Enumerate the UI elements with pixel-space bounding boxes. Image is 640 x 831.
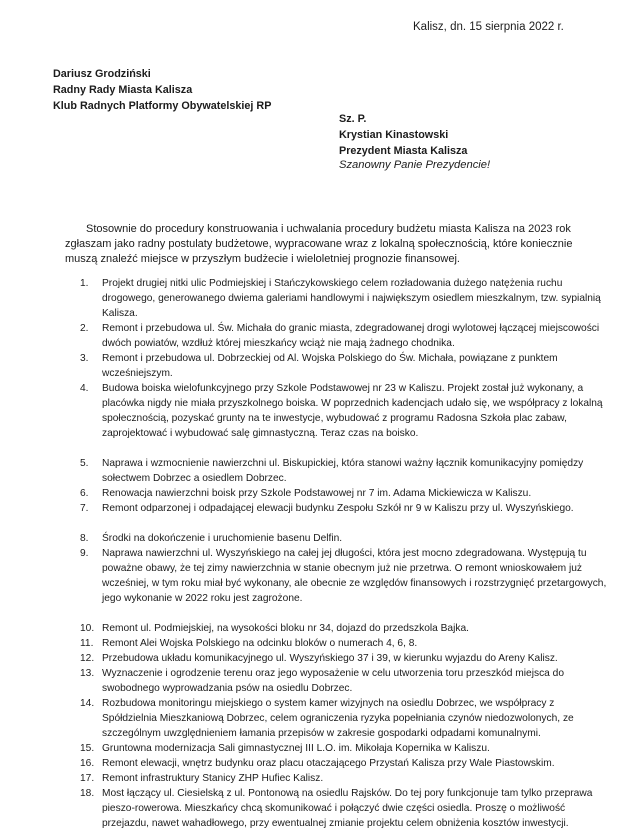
list-item-text: Przebudowa układu komunikacyjnego ul. Wyszyńskiego 37 i 39, w kierunku wyjazdu do Areny Kalisz. [102, 653, 558, 664]
list-item-number: 2. [80, 323, 89, 334]
list-item-text: Budowa boiska wielofunkcyjnego przy Szkole Podstawowej nr 23 w Kaliszu. Projekt został już wykonany, a placówka nigdy nie miała przyszkolnego boiska. W poprzednich kadencjach udało się, we współpracy z lokalną społecznością, pozyskać grunty na te inwestycje, wybudować z programu Radosna Szkoła plac zabaw, zaprojektować i wybudować salę gimnastyczną. Teraz czas na boisko. [102, 383, 603, 439]
list-item [80, 651, 612, 666]
list-item [80, 741, 612, 756]
list-item [80, 276, 612, 321]
list-item-text: Środki na dokończenie i uruchomienie basenu Delfin. [102, 533, 343, 544]
list-item [80, 756, 612, 771]
list-item [80, 621, 612, 636]
list-item-number: 11. [80, 638, 94, 649]
list-item-text: Renowacja nawierzchni boisk przy Szkole Podstawowej nr 7 im. Adama Mickiewicza w Kaliszu. [102, 488, 532, 499]
list-item-text: Naprawa i wzmocnienie nawierzchni ul. Biskupickiej, która stanowi ważny łącznik komunikacyjny pomiędzy sołectwem Dobrzec a osiedlem Dobrzec. [102, 458, 584, 484]
intro-paragraph: Stosownie do procedury konstruowania i uchwalania procedury budżetu miasta Kalisza na 2023 rok zgłaszam jako radny postulaty budżetowe, wypracowane wraz z lokalną społecznością, które koniecznie muszą znaleźć miejsce w przyszłym budżecie i wieloletniej prognozie finansowej. [65, 223, 573, 265]
list-item-text: Remont odparzonej i odpadającej elewacji budynku Zespołu Szkół nr 9 w Kaliszu przy ul. Wyszyńskiego. [102, 503, 574, 514]
list-item [80, 501, 612, 516]
recipient-title: Prezydent Miasta Kalisza [339, 145, 468, 157]
list-item-number: 12. [80, 653, 95, 664]
list-item [80, 636, 612, 651]
list-item-number: 3. [80, 353, 89, 364]
list-item-text: Wyznaczenie i ogrodzenie terenu oraz jego wyposażenie w celu utworzenia toru przeszkód miejsca do swobodnego wyprowadzania psów na osiedlu Dobrzec. [102, 668, 564, 694]
list-item-number: 8. [80, 533, 89, 544]
list-item [80, 351, 612, 381]
list-item-text: Remont infrastruktury Stanicy ZHP Hufiec Kalisz. [102, 773, 324, 784]
list-item-number: 9. [80, 548, 89, 559]
list-item-text: Naprawa nawierzchni ul. Wyszyńskiego na całej jej długości, która jest mocno zdegradowana. Występują tu poważne obawy, że tej zimy nawierzchnia w stanie obecnym już nie przetrwa. O remont wnioskowałem już wcześniej, w tym roku miał być wykonany, ale obecnie ze względów finansowych i rozstrzygnięć przetargowych, jego wykonanie w 2022 roku jest zagrożone. [102, 548, 607, 604]
letter-date: Kalisz, dn. 15 sierpnia 2022 r. [413, 21, 564, 33]
list-item [80, 321, 612, 351]
list-item [80, 381, 612, 441]
list-item [80, 486, 612, 501]
list-item [80, 771, 612, 786]
list-item [80, 696, 612, 741]
greeting: Szanowny Panie Prezydencie! [339, 159, 491, 171]
list-item-text: Rozbudowa monitoringu miejskiego o system kamer wizyjnych na osiedlu Dobrzec, we współpracy z Spółdzielnia Mieszkaniową Dobrzec, celem ograniczenia ryzyka popełniania czynów niedozwolonych, ze szczególnym uwzględnieniem łamania przepisów w zakresie gospodarki odpadami komunalnymi. [102, 698, 574, 739]
list-item-text: Remont Alei Wojska Polskiego na odcinku bloków o numerach 4, 6, 8. [102, 638, 418, 649]
sender-club: Klub Radnych Platformy Obywatelskiej RP [53, 100, 272, 112]
list-item-text: Most łączący ul. Ciesielską z ul. Pontonową na osiedlu Rajsków. Do tej pory funkcjonuje tam tylko przeprawa pieszo-rowerowa. Mieszkańcy chcą skomunikować i połączyć dwie części osiedla. Proszę o możliwość przejazdu, nawet wahadłowego, przy ewentualnej zmianie projektu celem obniżenia kosztów inwestycji. [102, 788, 593, 829]
list-item [80, 666, 612, 696]
list-item [80, 456, 612, 486]
recipient-block [339, 111, 467, 159]
list-item-number: 10. [80, 623, 95, 634]
list-item-text: Gruntowna modernizacja Sali gimnastycznej III L.O. im. Mikołaja Kopernika w Kaliszu. [102, 743, 490, 754]
recipient-name: Krystian Kinastowski [339, 129, 449, 141]
list-item-text: Remont i przebudowa ul. Św. Michała do granic miasta, zdegradowanej drogi wylotowej łączącej miejscowości dwóch powiatów, wzdłuż której mieszkańcy wciąż nie mają żadnego chodnika. [102, 323, 600, 349]
list-item-number: 1. [80, 278, 89, 289]
list-item [80, 786, 612, 831]
list-item-number: 16. [80, 758, 95, 769]
list-item-number: 17. [80, 773, 95, 784]
sender-block [53, 66, 271, 114]
list-item-number: 13. [80, 668, 95, 679]
list-item-text: Remont elewacji, wnętrz budynku oraz placu otaczającego Przystań Kalisza przy Wale Piastowskim. [102, 758, 555, 769]
list-item-number: 15. [80, 743, 95, 754]
list-item-number: 5. [80, 458, 89, 469]
list-item-number: 4. [80, 383, 89, 394]
list-item-text: Projekt drugiej nitki ulic Podmiejskiej i Stańczykowskiego celem rozładowania dużego natężenia ruchu drogowego, generowanego dwiema galeriami handlowymi i największym osiedlem mieszkalnym, tzw. sypialnią Kalisza. [102, 278, 601, 319]
list-item-text: Remont i przebudowa ul. Dobrzeckiej od Al. Wojska Polskiego do Św. Michała, powiązane z punktem wcześniejszym. [102, 353, 558, 379]
list-item-number: 14. [80, 698, 95, 709]
list-item-number: 7. [80, 503, 89, 514]
list-item-number: 18. [80, 788, 95, 799]
list-item-number: 6. [80, 488, 89, 499]
list-item [80, 531, 612, 546]
list-item-text: Remont ul. Podmiejskiej, na wysokości bloku nr 34, dojazd do przedszkola Bajka. [102, 623, 469, 634]
sender-name: Dariusz Grodziński [53, 68, 151, 80]
list-item [80, 546, 612, 606]
sender-role: Radny Rady Miasta Kalisza [53, 84, 193, 96]
recipient-salutation: Sz. P. [339, 113, 367, 125]
